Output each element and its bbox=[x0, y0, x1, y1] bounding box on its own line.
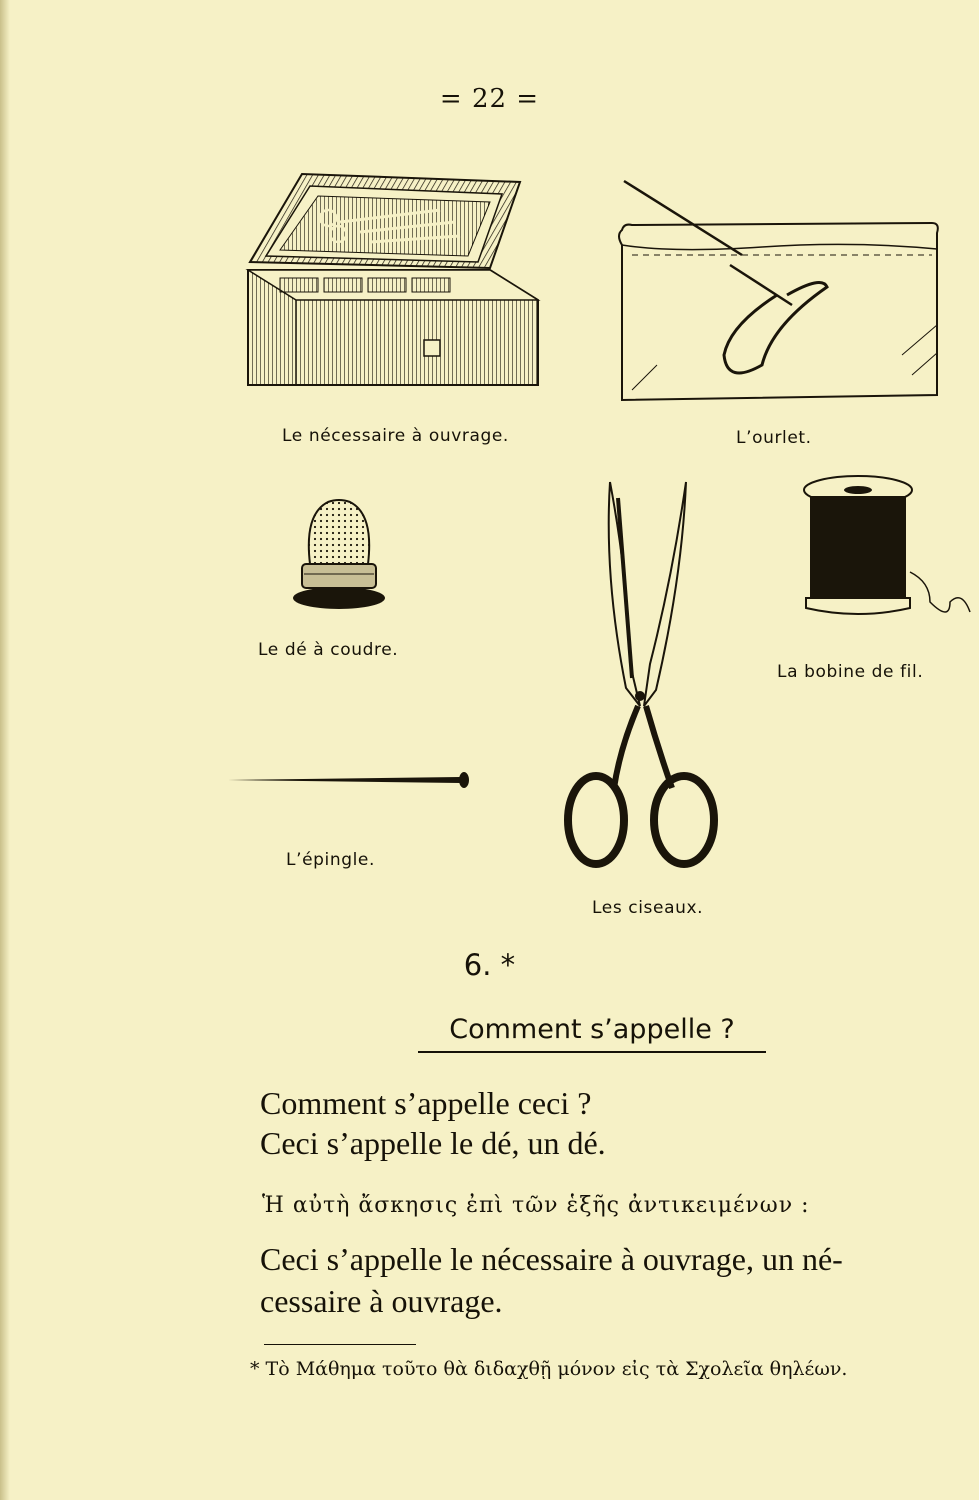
hem-caption: L’ourlet. bbox=[736, 428, 812, 448]
sewing-box-illustration bbox=[240, 170, 545, 385]
spool-caption: La bobine de fil. bbox=[777, 662, 924, 682]
thimble-illustration bbox=[288, 494, 390, 614]
hem-illustration bbox=[612, 175, 947, 410]
lesson-title: Comment s’appelle ? bbox=[418, 1014, 766, 1053]
body-line-2: Ceci s’appelle le dé, un dé. bbox=[260, 1125, 606, 1161]
footnote-rule bbox=[264, 1344, 416, 1345]
body-line-3: Ceci s’appelle le nécessaire à ouvrage, un né- bbox=[260, 1241, 843, 1277]
greek-instruction: Ἡ αὐτὴ ἄσκησις ἐπὶ τῶν ἑξῆς ἀντικειμένων : bbox=[262, 1193, 810, 1218]
scissors-illustration bbox=[560, 478, 725, 873]
scissors-caption: Les ciseaux. bbox=[592, 898, 704, 918]
body-line-1: Comment s’appelle ceci ? bbox=[260, 1085, 592, 1121]
spool-illustration bbox=[800, 472, 970, 622]
thimble-caption: Le dé à coudre. bbox=[258, 640, 399, 660]
body-line-4: cessaire à ouvrage. bbox=[260, 1283, 503, 1319]
pin-illustration bbox=[228, 770, 473, 790]
page-edge-shadow bbox=[0, 0, 10, 1500]
page-number: = 22 = bbox=[439, 84, 540, 114]
footnote: * Τὸ Μάθημα τοῦτο θὰ διδαχθῇ μόνον εἰς τὰ Σχολεῖα θηλέων. bbox=[250, 1358, 848, 1380]
lesson-number: 6. * bbox=[463, 948, 516, 982]
pin-caption: L’épingle. bbox=[286, 850, 375, 870]
sewing-box-caption: Le nécessaire à ouvrage. bbox=[282, 426, 509, 446]
